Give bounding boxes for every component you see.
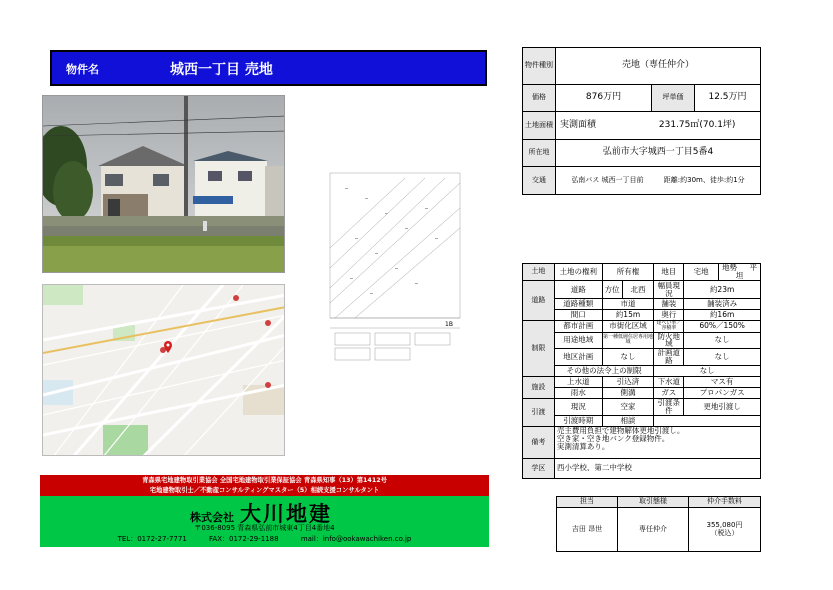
plan-value: 市街化区域 <box>602 321 654 333</box>
price-label: 価格 <box>523 84 556 112</box>
road-width-label: 幅員現況 <box>654 281 684 299</box>
plan-label: 都市計画 <box>554 321 602 333</box>
zone-label: 用途地域 <box>554 332 602 349</box>
land-right-label: 土地の権利 <box>554 264 602 281</box>
association-banner <box>40 475 489 496</box>
area-method: 実測面積 <box>560 119 597 130</box>
zone-value: 第一種低層住居専用地域 <box>602 332 654 349</box>
planroad-label: 計画道路 <box>654 349 684 366</box>
company-tel: TEL：0172-27-7771 <box>117 535 187 543</box>
location-map <box>42 284 285 456</box>
road-frontage-label: 間口 <box>554 310 602 321</box>
agent-type: 専任仲介 <box>618 508 689 552</box>
title-bar <box>50 50 487 86</box>
agent-person: 吉田 昂世 <box>557 508 618 552</box>
road-kind-value: 市道 <box>602 299 654 310</box>
rain-value: 側溝 <box>602 388 654 399</box>
district-label: 地区計画 <box>554 349 602 366</box>
planroad-value: なし <box>684 349 761 366</box>
water-label: 上水道 <box>554 377 602 388</box>
road-kind-label: 道路種類 <box>554 299 602 310</box>
remarks-line: 空き家・空き地バンク登録物件。 <box>556 433 670 443</box>
rain-label: 雨水 <box>554 388 602 399</box>
company-fax: FAX：0172-29-1188 <box>209 535 279 543</box>
land-terrain-label: 地勢 <box>722 263 738 273</box>
road-depth-label: 奥行 <box>654 310 684 321</box>
plat-map <box>325 168 465 381</box>
status-label: 現況 <box>554 399 602 416</box>
tsubo-label: 坪単価 <box>652 84 695 112</box>
gas-label: ガス <box>654 388 684 399</box>
road-width-value: 約23m <box>684 281 761 299</box>
company-contact <box>40 534 489 544</box>
type-value: 売地（専任仲介） <box>556 48 761 85</box>
sewer-value: マス有 <box>684 377 761 388</box>
road-header: 道路 <box>554 281 602 299</box>
other-label: その他の法令上の制限 <box>554 366 654 377</box>
agent-fee-note: （税込） <box>710 528 739 537</box>
agent-h-fee: 仲介手数料 <box>689 497 761 508</box>
gas-value: プロパンガス <box>684 388 761 399</box>
fire-value: なし <box>684 332 761 349</box>
water-value: 引込済 <box>602 377 654 388</box>
facility-label: 施設 <box>523 377 555 399</box>
company-banner <box>40 496 489 547</box>
road-dir-label: 方位 <box>602 281 622 299</box>
remarks-line: 売主費用負担で建物解体更地引渡し。 <box>556 425 685 435</box>
land-label: 土地 <box>523 264 555 281</box>
property-name: 城西一丁目 売地 <box>170 62 273 78</box>
property-photo <box>42 95 285 273</box>
school-label: 学区 <box>523 458 555 478</box>
transport-label: 交通 <box>523 167 556 195</box>
district-value: なし <box>602 349 654 366</box>
cond-value: 更地引渡し <box>684 399 761 416</box>
agent-table <box>556 496 761 552</box>
status-value: 空家 <box>602 399 654 416</box>
transport-distance: 距離:約30m、徒歩:約1分 <box>663 176 745 185</box>
tsubo-value: 12.5万円 <box>695 84 761 112</box>
logo-name: 大川地建 <box>240 501 332 526</box>
remarks-label: 備考 <box>523 426 555 458</box>
road-dir-value: 北西 <box>622 281 654 299</box>
road-depth-value: 約16m <box>684 310 761 321</box>
sewer-label: 下水道 <box>654 377 684 388</box>
assoc-line-1: 青森県宅地建物取引業協会 全国宅地建物取引業保証協会 青森県知事（13）第1412号 <box>142 477 387 484</box>
location-value: 弘前市大字城西一丁目5番4 <box>556 139 761 167</box>
time-label: 引渡時期 <box>554 415 602 426</box>
remarks-line: 実測清算あり。 <box>556 441 610 451</box>
road-pave-label: 舗装 <box>654 299 684 310</box>
property-info-table <box>522 47 761 195</box>
road-frontage-value: 約15m <box>602 310 654 321</box>
price-value: 876万円 <box>556 84 652 112</box>
company-address: 〒036-8095 青森県弘前市城東4丁目4番地4 <box>194 524 335 532</box>
agent-h-type: 取引態様 <box>618 497 689 508</box>
area-value: 231.75㎡(70.1坪) <box>658 119 736 130</box>
fire-label: 防火地域 <box>654 332 684 349</box>
road-label: 道路 <box>523 281 555 321</box>
location-label: 所在地 <box>523 139 556 167</box>
cond-label: 引渡条件 <box>654 399 684 416</box>
road-pave-value: 舗装済み <box>684 299 761 310</box>
restrict-label: 制限 <box>523 321 555 377</box>
assoc-line-2: 宅地建物取引士／不動産コンサルティングマスター（5）相続支援コンサルタント <box>149 487 380 494</box>
land-terrain-value: 平坦 <box>735 263 757 280</box>
plat-lot-label: 1B <box>445 321 453 328</box>
time-value: 相談 <box>602 415 654 426</box>
other-value: なし <box>654 366 761 377</box>
type-label: 物件種別 <box>523 48 556 85</box>
company-email: mail：info@ookawachiken.co.jp <box>300 535 412 543</box>
title-label: 物件名 <box>66 63 99 76</box>
property-detail-table <box>522 263 761 479</box>
land-category-value: 宅地 <box>684 264 719 281</box>
land-right-value: 所有権 <box>602 264 654 281</box>
agent-h-person: 担当 <box>557 497 618 508</box>
ratio-label: 建ぺい率／容積率 <box>654 321 684 333</box>
area-label: 土地面積 <box>523 112 556 140</box>
agent-fee-amount: 355,080円 <box>706 521 743 530</box>
logo-kind: 株式会社 <box>190 511 234 524</box>
transport-line: 弘南バス 城西一丁目前 <box>571 176 644 185</box>
land-category-label: 地目 <box>654 264 684 281</box>
delivery-label: 引渡 <box>523 399 555 427</box>
ratio-value: 60%／150% <box>684 321 761 333</box>
school-value: 西小学校、第二中学校 <box>554 458 760 478</box>
